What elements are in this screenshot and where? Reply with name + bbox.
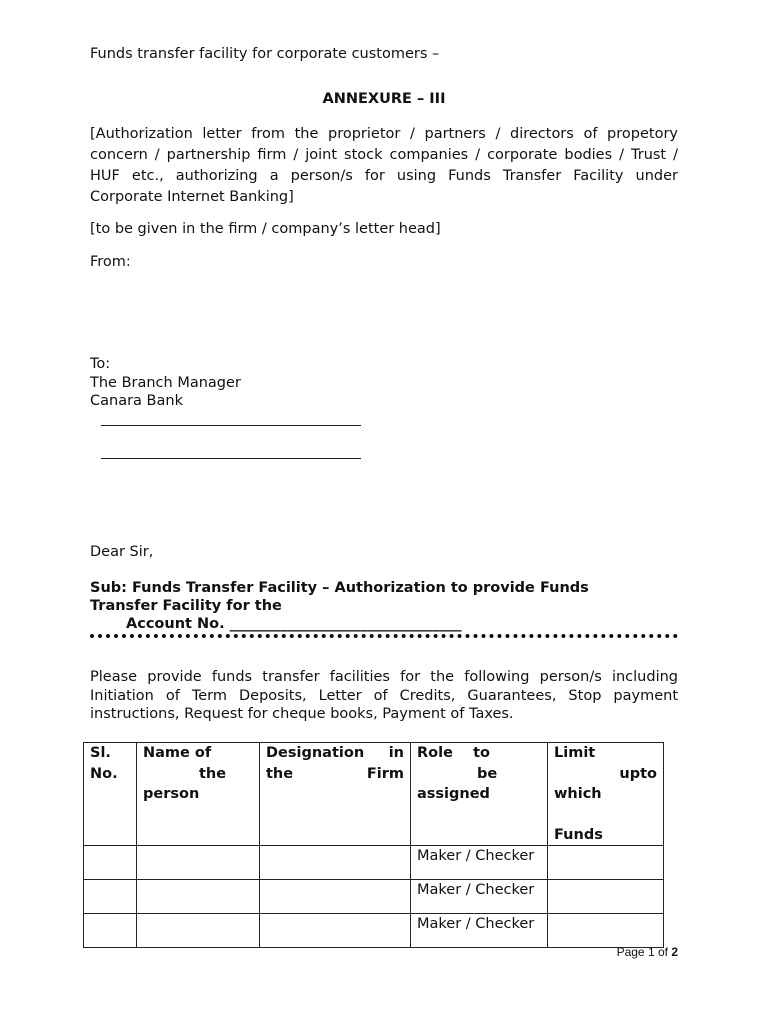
header-role-line2: be bbox=[477, 765, 498, 782]
subject bbox=[90, 579, 690, 633]
cell-limit[interactable] bbox=[548, 846, 664, 880]
cell-limit[interactable] bbox=[548, 880, 664, 914]
header-designation: Designation in the Firm bbox=[260, 743, 411, 846]
cell-name[interactable] bbox=[137, 846, 260, 880]
header-name-line2: the bbox=[199, 765, 227, 782]
page-total: 2 bbox=[671, 945, 678, 959]
cell-name[interactable] bbox=[137, 880, 260, 914]
cell-designation[interactable] bbox=[260, 846, 411, 880]
cell-limit[interactable] bbox=[548, 914, 664, 948]
cell-designation[interactable] bbox=[260, 914, 411, 948]
cell-designation[interactable] bbox=[260, 880, 411, 914]
page-of: of bbox=[654, 945, 672, 959]
subject-line-1: Sub: Funds Transfer Facility – Authorization to provide Funds bbox=[90, 580, 589, 596]
header-role-line1: Role to bbox=[417, 745, 491, 761]
header-limit-line4: Funds bbox=[554, 826, 603, 843]
header-role bbox=[411, 743, 548, 846]
cell-name[interactable] bbox=[137, 914, 260, 948]
header-limit-line2: upto bbox=[619, 765, 657, 782]
header-name bbox=[137, 743, 260, 846]
annexure-title: ANNEXURE – III bbox=[322, 91, 446, 107]
table-header-row bbox=[84, 743, 664, 846]
to-label: To: bbox=[90, 356, 111, 372]
to-bank-name: Canara Bank bbox=[90, 393, 183, 409]
header-name-line3: person bbox=[143, 786, 200, 802]
to-address bbox=[90, 355, 241, 411]
address-blank-line-1 bbox=[101, 425, 361, 426]
authorization-note: [Authorization letter from the proprietor / partners / directors of propetory concern / partnership firm / joint stock companies / corporate bodies / Trust / HUF etc., authorizing a person/s for using Funds Transfer Facility under Corporate Internet Banking] bbox=[90, 126, 678, 205]
header-limit bbox=[548, 743, 664, 846]
cell-sl-no[interactable] bbox=[84, 914, 137, 948]
header-name-line1: Name of bbox=[143, 745, 212, 761]
letter-head-note: [to be given in the firm / company’s letter head] bbox=[90, 221, 441, 237]
header-role-line3: assigned bbox=[417, 786, 490, 802]
table-row bbox=[84, 846, 664, 880]
address-blank-line-2 bbox=[101, 458, 361, 459]
from-label: From: bbox=[90, 254, 131, 270]
cell-role: Maker / Checker bbox=[411, 914, 548, 948]
header-sl-line2: No. bbox=[90, 765, 118, 782]
header-sl-no bbox=[84, 743, 137, 846]
authorized-persons-table bbox=[83, 742, 664, 948]
page-prefix: Page bbox=[616, 945, 648, 959]
table-row bbox=[84, 914, 664, 948]
intro-line: Funds transfer facility for corporate customers – bbox=[90, 46, 440, 62]
cell-role: Maker / Checker bbox=[411, 880, 548, 914]
table-row bbox=[84, 880, 664, 914]
header-sl-line1: Sl. bbox=[90, 745, 111, 761]
cell-sl-no[interactable] bbox=[84, 846, 137, 880]
cell-role: Maker / Checker bbox=[411, 846, 548, 880]
account-number-line: Account No. ________________________________ bbox=[126, 616, 462, 632]
request-text: Please provide funds transfer facilities for the following person/s including Initiation of Term Deposits, Letter of Credits, Guarantees, Stop payment instructions, Request for cheque books, Payment of Taxes. bbox=[90, 669, 678, 722]
cell-sl-no[interactable] bbox=[84, 880, 137, 914]
page-footer bbox=[617, 945, 678, 959]
header-limit-line3: which bbox=[554, 786, 602, 802]
salutation: Dear Sir, bbox=[90, 544, 154, 560]
dotted-separator bbox=[90, 634, 678, 638]
page-current: 1 bbox=[647, 945, 655, 959]
to-branch-manager: The Branch Manager bbox=[90, 374, 241, 391]
header-limit-line1: Limit bbox=[554, 745, 596, 761]
subject-line-2: Transfer Facility for the bbox=[90, 598, 282, 614]
